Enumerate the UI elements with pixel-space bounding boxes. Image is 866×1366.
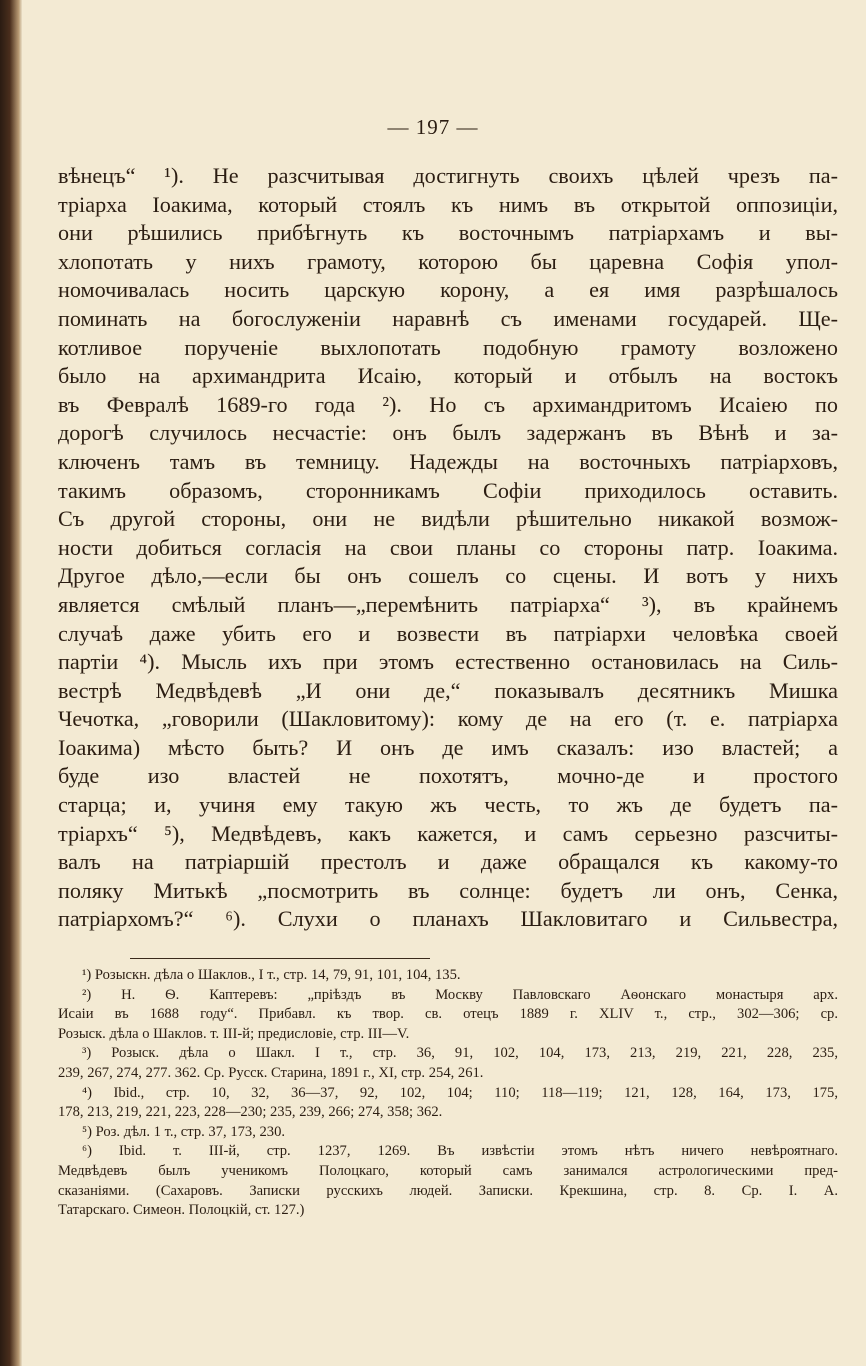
footnote-separator xyxy=(130,958,430,959)
text-line: буде изо властей не похотятъ, мочно-де и простого xyxy=(58,763,838,789)
text-line: Другое дѣло,—если бы онъ сошелъ со сцены. И вотъ у нихъ xyxy=(58,563,838,589)
text-line: хлопотать у нихъ грамоту, которою бы царевна Софія упол- xyxy=(58,248,838,274)
text-line: поляку Митькѣ „посмотрить въ солнце: будетъ ли онъ, Сенка, xyxy=(58,877,838,903)
text-line: такимъ образомъ, сторонникамъ Софіи приходилось оставить. xyxy=(58,477,838,503)
text-line: Іоакима) мѣсто быть? И онъ де имъ сказалъ: изо властей; а xyxy=(58,734,838,760)
footnote-5 xyxy=(58,1123,838,1143)
text-line: они рѣшились прибѣгнуть къ восточнымъ патріархамъ и вы- xyxy=(58,220,838,246)
text-line: номочивалась носить царскую корону, а ея имя разрѣшалось xyxy=(58,277,838,303)
text-line: котливое порученіе выхлопотать подобную грамоту возложено xyxy=(58,334,838,360)
text-line: было на архимандрита Исаію, который и отбылъ на востокъ xyxy=(58,363,838,389)
footnote-line: ²) Н. Ѳ. Каптеревъ: „пріѣздъ въ Москву Павловскаго Аѳонскаго монастыря арх. xyxy=(82,986,838,1003)
text-line: валъ на патріаршій престолъ и даже обращался къ какому-то xyxy=(58,849,838,875)
text-line: патріархомъ?“ ⁶). Слухи о планахъ Шакловитаго и Сильвестра, xyxy=(58,906,838,932)
footnote-line: Татарскаго. Симеон. Полоцкій, ст. 127.) xyxy=(58,1202,305,1219)
text-line: ности добиться согласія на свои планы со стороны патр. Іоакима. xyxy=(58,534,838,560)
footnote-line: Исаіи въ 1688 году“. Прибавл. къ твор. св. отецъ 1889 г. XLIV т., стр., 302—306; ср. xyxy=(58,1006,838,1023)
text-line: ключенъ тамъ въ темницу. Надежды на восточныхъ патріарховъ, xyxy=(58,448,838,474)
text-line: вестрѣ Медвѣдевѣ „И они де,“ показывалъ десятникъ Мишка xyxy=(58,677,838,703)
footnote-line: ⁶) Ibid. т. III-й, стр. 1237, 1269. Въ извѣстіи этомъ нѣтъ ничего невѣроятнаго. xyxy=(82,1143,838,1160)
footnote-line: Медвѣдевъ былъ ученикомъ Полоцкаго, который самъ занимался астрологическими пред- xyxy=(58,1162,838,1179)
text-line: вѣнецъ“ ¹). Не разсчитывая достигнуть своихъ цѣлей чрезъ па- xyxy=(58,163,838,188)
text-line: случаѣ даже убить его и возвести въ патріархи человѣка своей xyxy=(58,620,838,646)
footnote-line: ⁵) Роз. дѣл. 1 т., стр. 37, 173, 230. xyxy=(82,1123,286,1140)
text-line: тріархъ“ ⁵), Медвѣдевъ, какъ кажется, и самъ серьезно разсчиты- xyxy=(58,820,838,846)
footnote-line: ¹) Розыскн. дѣла о Шаклов., I т., стр. 14, 79, 91, 101, 104, 135. xyxy=(82,967,461,983)
text-line: поминать на богослуженіи наравнѣ съ именами государей. Ще- xyxy=(58,305,838,331)
footnote-4 xyxy=(58,1084,838,1123)
footnote-line: 239, 267, 274, 277. 362. Ср. Русск. Старина, 1891 г., XI, стр. 254, 261. xyxy=(58,1064,484,1081)
footnote-3 xyxy=(58,1044,838,1083)
text-line: дорогѣ случилось несчастіе: онъ былъ задержанъ въ Вѣнѣ и за- xyxy=(58,420,838,446)
footnote-line: сказаніями. (Сахаровъ. Записки русскихъ людей. Записки. Крекшина, стр. 8. Ср. I. А. xyxy=(58,1182,838,1199)
text-line: старца; и, учиня ему такую жъ честь, то жъ де будетъ па- xyxy=(58,792,838,818)
text-line: тріарха Іоакима, который стоялъ къ нимъ въ открытой оппозиціи, xyxy=(58,191,838,217)
footnote-6 xyxy=(58,1142,838,1220)
footnote-2 xyxy=(58,986,838,1045)
text-line: въ Февралѣ 1689-го года ²). Но съ архимандритомъ Исаіею по xyxy=(58,391,838,417)
main-text xyxy=(58,162,838,934)
text-line: Чечотка, „говорили (Шакловитому): кому де на его (т. е. патріарха xyxy=(58,706,838,732)
book-spine-shadow xyxy=(0,0,22,1366)
text-line: Съ другой стороны, они не видѣли рѣшительно никакой возмож- xyxy=(58,506,838,532)
footnote-line: ³) Розыск. дѣла о Шакл. I т., стр. 36, 91, 102, 104, 173, 213, 219, 221, 228, 235, xyxy=(82,1045,838,1062)
footnote-line: 178, 213, 219, 221, 223, 228—230; 235, 239, 266; 274, 358; 362. xyxy=(58,1104,443,1121)
footnote-line: ⁴) Ibid., стр. 10, 32, 36—37, 92, 102, 104; 110; 118—119; 121, 128, 164, 173, 175, xyxy=(82,1084,838,1101)
text-line: является смѣлый планъ—„перемѣнить патріарха“ ³), въ крайнемъ xyxy=(58,591,838,617)
text-line: партіи ⁴). Мысль ихъ при этомъ естественно остановилась на Силь- xyxy=(58,649,838,675)
footnotes xyxy=(58,966,838,1221)
footnote-line: Розыск. дѣла о Шаклов. т. III-й; предисловіе, стр. III—V. xyxy=(58,1025,410,1042)
footnote-1 xyxy=(58,966,838,986)
page-number: — 197 — xyxy=(387,115,479,139)
